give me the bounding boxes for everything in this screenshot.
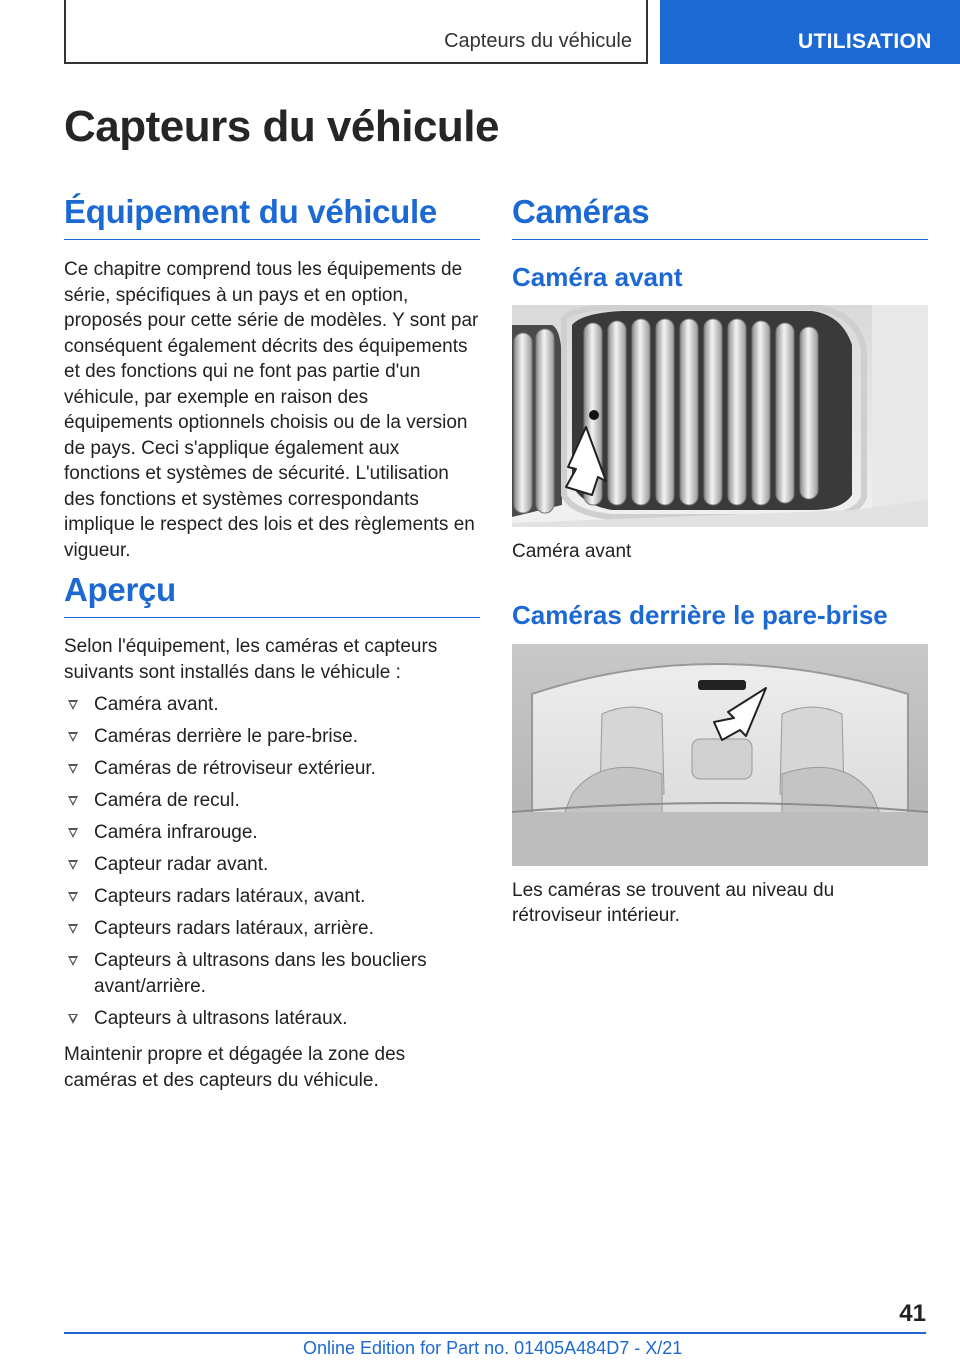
triangle-bullet-icon xyxy=(68,956,78,966)
header-chapter-label: UTILISATION xyxy=(798,30,932,53)
overview-intro: Selon l'équipement, les caméras et capteurs suivants sont installés dans le véhicule : xyxy=(64,636,438,683)
list-item: Capteurs radars latéraux, arrière. xyxy=(64,916,480,942)
triangle-bullet-icon xyxy=(68,1014,78,1024)
overview-outro: Maintenir propre et dégagée la zone des caméras et des capteurs du véhicule. xyxy=(64,1044,406,1091)
list-item: Caméra avant. xyxy=(64,692,480,718)
sensor-list xyxy=(64,692,480,1038)
front-camera-illustration xyxy=(512,305,928,527)
triangle-bullet-icon xyxy=(68,892,78,902)
header-section-label: Capteurs du véhicule xyxy=(444,30,632,52)
page-number: 41 xyxy=(899,1300,926,1327)
triangle-bullet-icon xyxy=(68,828,78,838)
heading-cameras: Caméras xyxy=(512,193,928,240)
list-item: Capteur radar avant. xyxy=(64,852,480,878)
footer-edition: Online Edition for Part no. 01405A484D7 - X/21 xyxy=(303,1338,683,1358)
triangle-bullet-icon xyxy=(68,732,78,742)
heading-windshield-cameras: Caméras derrière le pare-brise xyxy=(512,600,888,630)
list-item: Caméra de recul. xyxy=(64,788,480,814)
header-chapter-tab[interactable] xyxy=(660,0,960,64)
header-section-box xyxy=(64,0,648,64)
heading-overview: Aperçu xyxy=(64,571,480,618)
equipment-paragraph: Ce chapitre comprend tous les équipements de série, spécifiques à un pays et en option, proposés pour cette série de modèles. Y sont par conséquent également décrits des équipements et des fonctions qui ne font pas partie d'un véhicule, par exemple en raison des équipements optionnels choisis ou de la version de pays. Ceci s'applique également aux fonctions et systèmes de sécurité. L'utilisation des fonctions et systèmes correspondants implique le respect des lois et des règlements en vigueur. xyxy=(64,259,479,561)
windshield-camera-caption: Les caméras se trouvent au niveau du rétroviseur intérieur. xyxy=(512,880,835,926)
list-item: Caméras derrière le pare-brise. xyxy=(64,724,480,750)
list-item: Capteurs à ultrasons dans les boucliers avant/arrière. xyxy=(64,948,480,999)
triangle-bullet-icon xyxy=(68,796,78,806)
list-item: Capteurs radars latéraux, avant. xyxy=(64,884,480,910)
list-item: Caméras de rétroviseur extérieur. xyxy=(64,756,480,782)
triangle-bullet-icon xyxy=(68,700,78,710)
list-item: Caméra infrarouge. xyxy=(64,820,480,846)
heading-equipment: Équipement du véhicule xyxy=(64,193,480,240)
windshield-camera-illustration xyxy=(512,644,928,866)
triangle-bullet-icon xyxy=(68,924,78,934)
triangle-bullet-icon xyxy=(68,860,78,870)
triangle-bullet-icon xyxy=(68,764,78,774)
list-item: Capteurs à ultrasons latéraux. xyxy=(64,1006,480,1032)
page-title: Capteurs du véhicule xyxy=(64,102,500,151)
front-camera-caption: Caméra avant xyxy=(512,541,632,562)
heading-front-camera: Caméra avant xyxy=(512,262,683,292)
footer-divider xyxy=(64,1332,926,1334)
